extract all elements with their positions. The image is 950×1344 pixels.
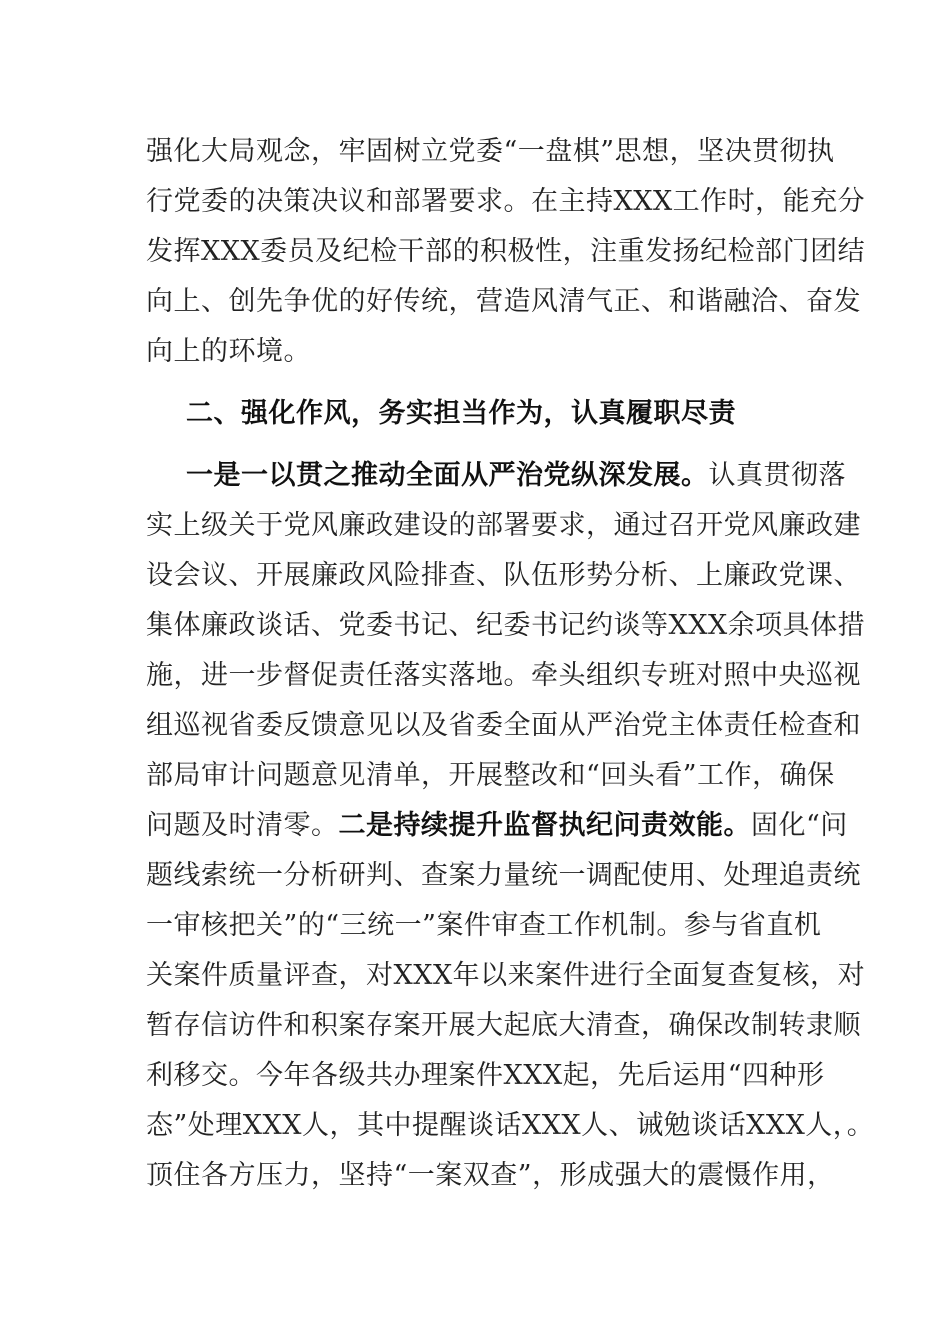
line-text: 问题及时清零。 xyxy=(146,810,339,841)
paragraph-line: 施，进一步督促责任落实落地。牵头组织专班对照中央巡视 xyxy=(146,660,861,691)
bold-lead: 一是一以贯之推动全面从严治党纵深发展。 xyxy=(186,460,709,491)
line-text: 认真贯彻落 xyxy=(708,460,846,491)
paragraph-line: 题线索统一分析研判、查案力量统一调配使用、处理追责统 xyxy=(146,860,861,891)
paragraph-line: 利移交。今年各级共办理案件XXX起，先后运用“四种形 xyxy=(146,1060,825,1091)
paragraph-line: 设会议、开展廉政风险排查、队伍形势分析、上廉政党课、 xyxy=(146,560,861,591)
paragraph-line: 一审核把关”的“三统一”案件审查工作机制。参与省直机 xyxy=(146,910,822,941)
paragraph-line: 向上、创先争优的好传统，营造风清气正、和谐融洽、奋发 xyxy=(146,286,861,317)
paragraph-line: 关案件质量评查，对XXX年以来案件进行全面复查复核，对 xyxy=(146,960,866,991)
paragraph-line: 组巡视省委反馈意见以及省委全面从严治党主体责任检查和 xyxy=(146,710,861,741)
paragraph-line xyxy=(146,809,846,843)
paragraph-line: 向上的环境。 xyxy=(146,336,311,367)
paragraph-line: 行党委的决策决议和部署要求。在主持XXX工作时，能充分 xyxy=(146,186,866,217)
paragraph-line: 集体廉政谈话、党委书记、纪委书记约谈等XXX余项具体措 xyxy=(146,610,866,641)
section-heading: 二、强化作风，务实担当作为，认真履职尽责 xyxy=(186,398,736,429)
paragraph-line: 实上级关于党风廉政建设的部署要求，通过召开党风廉政建 xyxy=(146,510,861,541)
line-text: 固化“问 xyxy=(751,810,848,841)
paragraph-line: 发挥XXX委员及纪检干部的积极性，注重发扬纪检部门团结 xyxy=(146,236,866,267)
paragraph-line: 态”处理XXX人，其中提醒谈话XXX人、诫勉谈话XXX人，。 xyxy=(146,1110,875,1141)
paragraph-line: 强化大局观念，牢固树立党委“一盘棋”思想，坚决贯彻执 xyxy=(146,136,835,167)
paragraph-line xyxy=(186,459,886,493)
paragraph-line: 暂存信访件和积案存案开展大起底大清查，确保改制转隶顺 xyxy=(146,1010,861,1041)
paragraph-line: 顶住各方压力，坚持“一案双查”，形成强大的震慑作用， xyxy=(146,1160,835,1191)
bold-lead: 二是持续提升监督执纪问责效能。 xyxy=(338,810,751,841)
paragraph-line: 部局审计问题意见清单，开展整改和“回头看”工作，确保 xyxy=(146,760,835,791)
